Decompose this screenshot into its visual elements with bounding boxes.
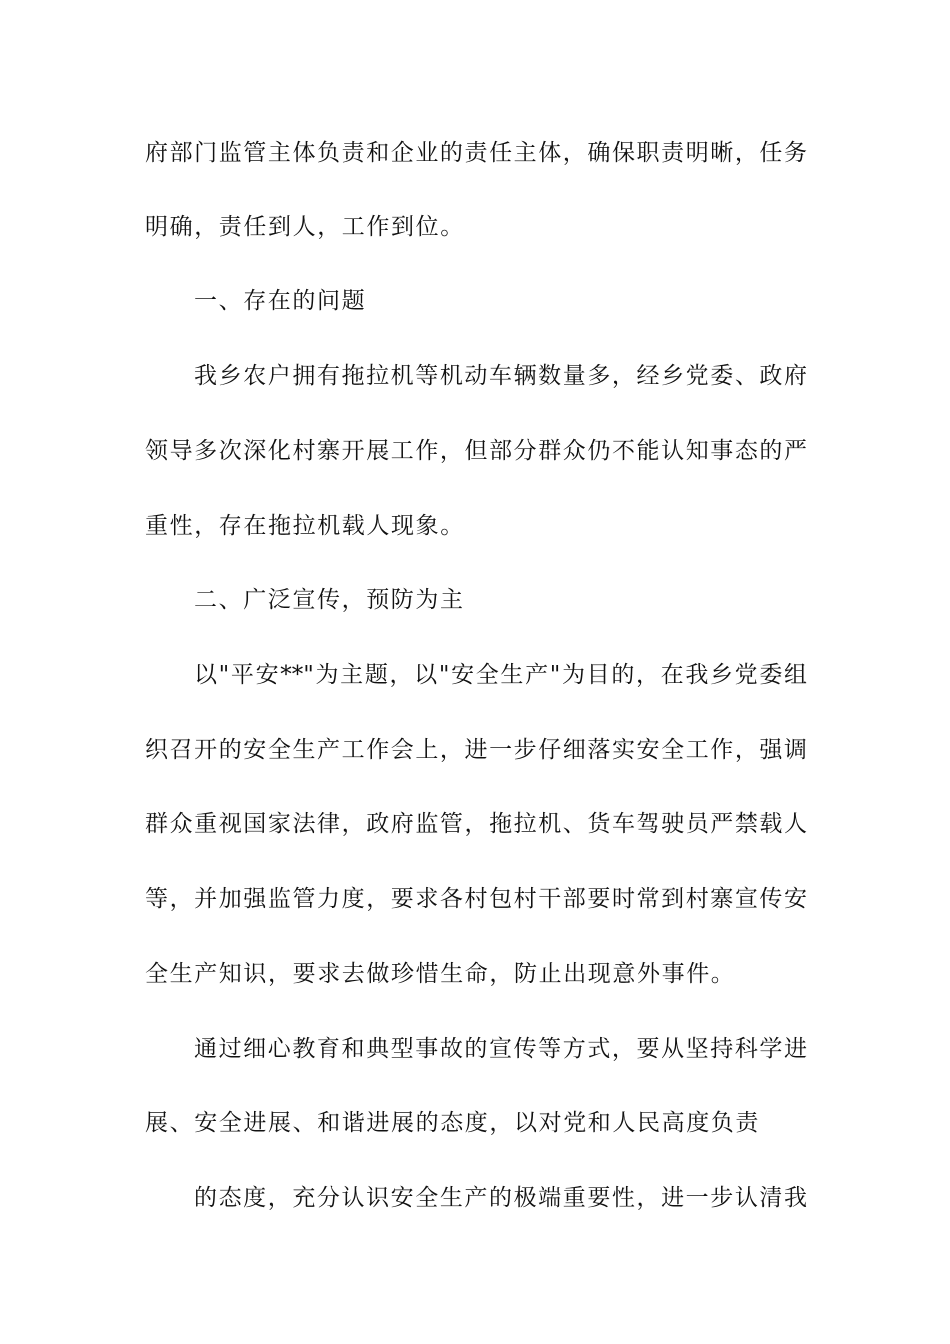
text-line: 领导多次深化村寨开展工作，但部分群众仍不能认知事态的严 — [145, 438, 807, 464]
text-line: 明确，责任到人，工作到位。 — [145, 214, 465, 240]
text-line: 的态度，充分认识安全生产的极端重要性，进一步认清我 — [194, 1185, 807, 1211]
text-line: 以"平安**"为主题，以"安全生产"为目的，在我乡党委组 — [194, 662, 807, 688]
text-line: 等，并加强监管力度，要求各村包村干部要时常到村寨宣传安 — [145, 886, 807, 912]
text-line: 我乡农户拥有拖拉机等机动车辆数量多，经乡党委、政府 — [194, 363, 807, 389]
text-line: 群众重视国家法律，政府监管，拖拉机、货车驾驶员严禁载人 — [145, 811, 807, 837]
section-heading: 二、广泛宣传，预防为主 — [194, 587, 465, 613]
text-line: 府部门监管主体负责和企业的责任主体，确保职责明晰，任务 — [145, 140, 807, 166]
text-line: 全生产知识，要求去做珍惜生命，防止出现意外事件。 — [145, 961, 736, 987]
text-line: 展、安全进展、和谐进展的态度，以对党和人民高度负责 — [145, 1110, 760, 1136]
section-heading: 一、存在的问题 — [194, 288, 367, 314]
text-line: 织召开的安全生产工作会上，进一步仔细落实安全工作，强调 — [145, 737, 807, 763]
text-line: 通过细心教育和典型事故的宣传等方式，要从坚持科学进 — [194, 1036, 807, 1062]
text-line: 重性，存在拖拉机载人现象。 — [145, 513, 465, 539]
